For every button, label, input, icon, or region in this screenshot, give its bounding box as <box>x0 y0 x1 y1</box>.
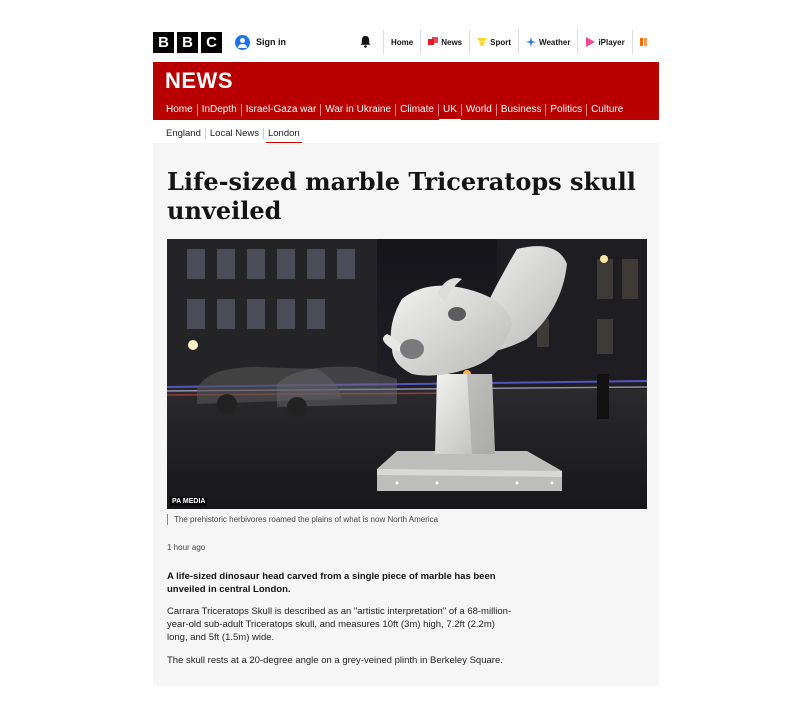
global-header <box>153 30 659 54</box>
news-banner <box>153 62 659 120</box>
article-paragraph: Carrara Triceratops Skull is described as an "artistic interpretation" of a 68-million-year-old sub-adult Triceratops skull, and measures 10ft (3m) high, 7.2ft (2.2m) long, and 5ft (1.5m) wide. <box>167 606 512 643</box>
nav-sport[interactable] <box>469 30 518 54</box>
news-nav-item[interactable]: Israel-Gaza war <box>241 104 321 116</box>
news-nav-item[interactable]: InDepth <box>197 104 241 116</box>
bell-icon[interactable] <box>359 35 372 48</box>
nav-iplayer[interactable] <box>577 30 631 54</box>
global-nav <box>383 30 657 54</box>
image-caption: The prehistoric herbivores roamed the plains of what is now North America <box>167 514 438 525</box>
article-timestamp: 1 hour ago <box>167 543 206 552</box>
article-container <box>153 143 659 686</box>
news-nav-item[interactable]: War in Ukraine <box>320 104 395 116</box>
sub-nav <box>162 124 304 142</box>
iplayer-icon <box>585 37 595 47</box>
news-nav-item[interactable]: World <box>461 104 496 116</box>
nav-more[interactable] <box>632 30 657 54</box>
nav-weather[interactable] <box>518 30 577 54</box>
article-image <box>167 239 647 509</box>
nav-home[interactable] <box>383 30 420 54</box>
news-nav-item[interactable]: Business <box>496 104 546 116</box>
article-lead: A life-sized dinosaur head carved from a single piece of marble has been unveiled in central London. <box>167 571 496 595</box>
subnav-item[interactable]: England <box>166 127 201 139</box>
nav-news-label: News <box>441 37 463 47</box>
sounds-icon <box>640 37 650 47</box>
bbc-logo[interactable] <box>153 32 222 53</box>
signin-label: Sign in <box>256 37 286 47</box>
bbc-logo-letter: C <box>201 32 222 53</box>
user-icon <box>235 35 250 50</box>
news-icon <box>428 37 438 47</box>
subnav-item-active[interactable]: London <box>263 128 304 139</box>
news-title[interactable]: NEWS <box>165 68 233 93</box>
bbc-logo-letter: B <box>177 32 198 53</box>
article-headline: Life-sized marble Triceratops skull unveiled <box>167 167 636 225</box>
news-nav-item[interactable]: Climate <box>395 104 438 116</box>
triceratops-skull-photo <box>167 239 647 509</box>
nav-sport-label: Sport <box>490 37 512 47</box>
sport-icon <box>477 37 487 47</box>
signin-button[interactable] <box>235 35 286 50</box>
nav-home-label: Home <box>391 37 414 47</box>
news-nav-item-active[interactable]: UK <box>438 104 461 116</box>
bbc-logo-letter: B <box>153 32 174 53</box>
news-nav-item[interactable]: Home <box>166 103 193 115</box>
news-nav-item[interactable]: Politics <box>545 104 586 116</box>
nav-weather-label: Weather <box>539 37 571 47</box>
news-nav <box>162 99 627 120</box>
nav-news[interactable] <box>420 30 469 54</box>
article-paragraph: The skull rests at a 20-degree angle on a grey-veined plinth in Berkeley Square. <box>167 655 503 666</box>
nav-iplayer-label: iPlayer <box>598 37 625 47</box>
news-nav-item[interactable]: Culture <box>586 104 627 116</box>
weather-icon <box>526 37 536 47</box>
subnav-item[interactable]: Local News <box>205 128 263 139</box>
image-credit: PA MEDIA <box>172 498 206 505</box>
